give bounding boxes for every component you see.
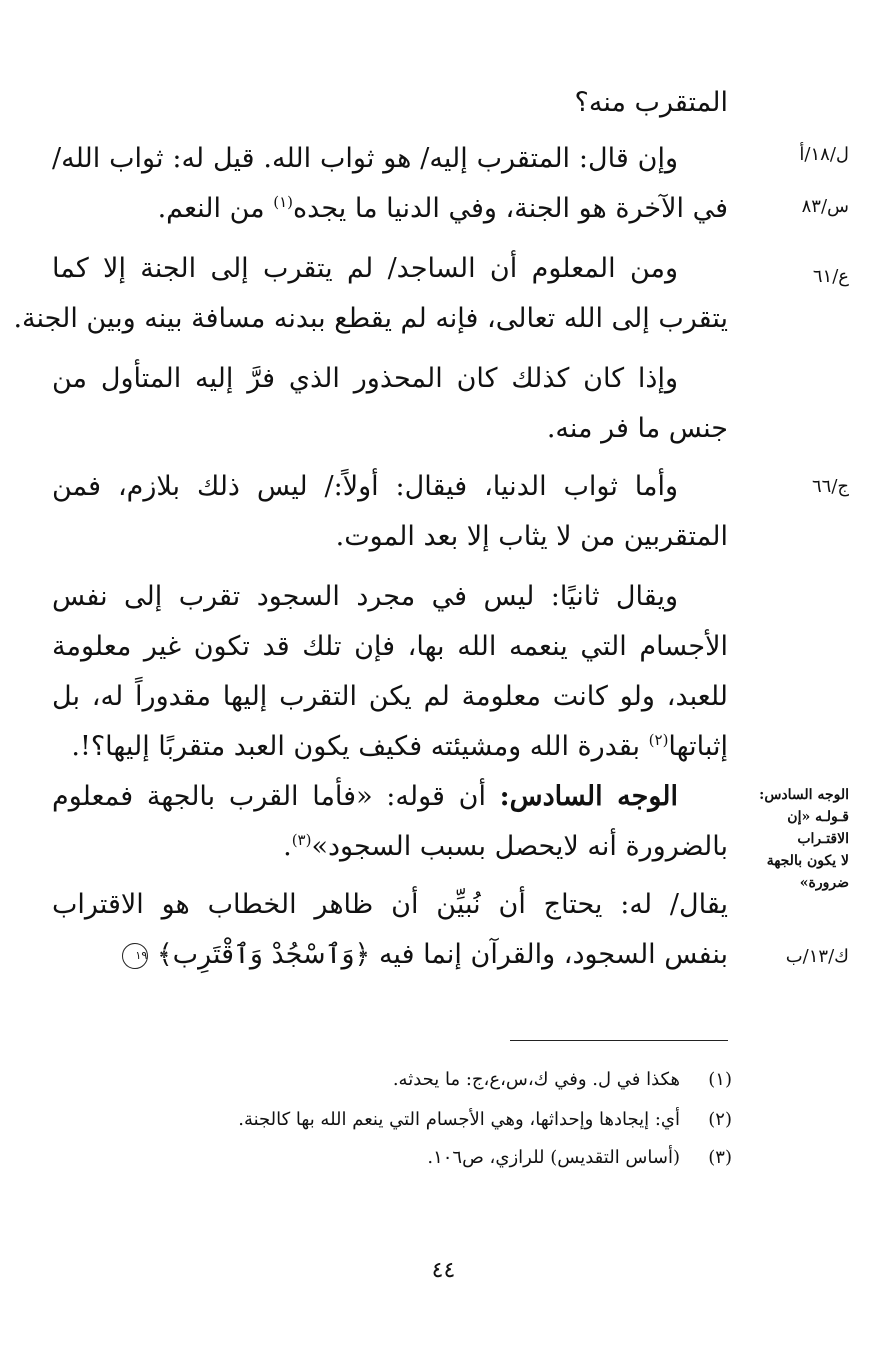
footnote-number: (٣) <box>708 1147 732 1168</box>
paragraph <box>13 244 728 344</box>
paragraph <box>52 772 728 872</box>
text-line: ويقال ثانيًا: ليس في مجرد السجود تقرب إلى نفس <box>52 581 678 612</box>
text-line <box>52 184 728 234</box>
footnote <box>52 1104 732 1136</box>
margin-note-sixth-aspect <box>759 784 849 894</box>
margin-note-ms-l <box>739 140 849 222</box>
paragraph <box>52 462 728 562</box>
footnote-number: (٢) <box>708 1109 732 1130</box>
text-line: المتقرب منه؟ <box>574 87 728 118</box>
footnote <box>52 1142 732 1174</box>
text-segment: في الآخرة هو الجنة، وفي الدنيا ما يجده <box>293 193 728 224</box>
paragraph <box>52 134 728 234</box>
text-segment: من النعم. <box>157 193 274 224</box>
text-line <box>52 772 728 822</box>
text-line: وأما ثواب الدنيا، فيقال: أولاً:/ ليس ذلك بلازم، فمن <box>52 471 678 502</box>
paragraph <box>52 880 728 980</box>
text-line <box>52 722 728 772</box>
text-segment: . <box>283 831 292 862</box>
margin-line: الاقتـراب <box>797 831 849 847</box>
footnote-text: أي: إيجادها وإحداثها، وهي الأجسام التي ينعم الله بها كالجنة. <box>238 1109 680 1130</box>
footnote-text: هكذا في ل. وفي ك،س،ع،ج: ما يحدثه. <box>392 1069 680 1090</box>
text-line: المتقربين من لا يثاب إلا بعد الموت. <box>335 521 728 552</box>
text-line: الأجسام التي ينعمه الله بها، فإن تلك قد تكون غير معلومة <box>52 631 728 662</box>
text-line <box>52 930 728 980</box>
text-segment: أن قوله: «فأما القرب بالجهة فمعلوم <box>52 781 500 812</box>
text-line: وإن قال: المتقرب إليه/ هو ثواب الله. قيل له: ثواب الله/ <box>52 143 678 174</box>
text-segment: بالضرورة أنه لايحصل بسبب السجود» <box>311 831 728 862</box>
margin-note-ms-k: ك/١٣/ب <box>785 946 849 967</box>
text-line: يتقرب إلى الله تعالى، فإنه لم يقطع ببدنه مسافة بينه وبين الجنة. <box>13 303 728 334</box>
margin-ref: ل/١٨/أ <box>799 144 849 165</box>
footnote-marker: (٢) <box>648 731 669 749</box>
text-segment: بقدرة الله ومشيئته فكيف يكون العبد متقربًا إليها؟!. <box>71 731 649 762</box>
margin-note-ms-j: ج/٦٦ <box>811 476 849 497</box>
footnote-number: (١) <box>708 1069 732 1090</box>
section-heading: الوجه السادس: <box>499 781 679 812</box>
margin-line: قـولـه «إن <box>787 809 849 825</box>
quran-verse: ﴿وَٱسْجُدْ وَٱقْتَرِب﴾ <box>156 939 371 970</box>
footnote-marker: (٣) <box>291 831 312 849</box>
page-number: ٤٤ <box>431 1258 456 1283</box>
margin-note-ms-a: ع/٦١ <box>812 266 849 287</box>
footnote-divider <box>510 1040 728 1041</box>
text-segment: إثباتها <box>668 731 728 762</box>
paragraph <box>52 572 728 772</box>
text-line: ومن المعلوم أن الساجد/ لم يتقرب إلى الجنة إلا كما <box>52 253 678 284</box>
text-line: يقال/ له: يحتاج أن نُبيِّن أن ظاهر الخطاب هو الاقتراب <box>52 889 728 920</box>
margin-line: الوجه السادس: <box>759 787 849 803</box>
margin-ref: س/٨٣ <box>801 196 849 217</box>
text-line: جنس ما فر منه. <box>546 413 728 444</box>
margin-line: ضرورة» <box>799 875 849 891</box>
paragraph <box>52 354 728 454</box>
text-line <box>52 822 728 872</box>
text-line: للعبد، ولو كانت معلومة لم يكن التقرب إليها مقدوراً له، بل <box>52 681 728 712</box>
text-line: وإذا كان كذلك كان المحذور الذي فرَّ إليه المتأول من <box>52 363 678 394</box>
ayah-number-circle: ١٩ <box>122 943 148 969</box>
footnote-text: (أساس التقديس) للرازي، ص١٠٦. <box>427 1147 680 1168</box>
footnote-marker: (١) <box>273 193 293 211</box>
text-segment: بنفس السجود، والقرآن إنما فيه <box>370 939 728 970</box>
paragraph <box>52 78 728 128</box>
footnote <box>52 1064 732 1096</box>
margin-line: لا يكون بالجهة <box>766 853 849 869</box>
